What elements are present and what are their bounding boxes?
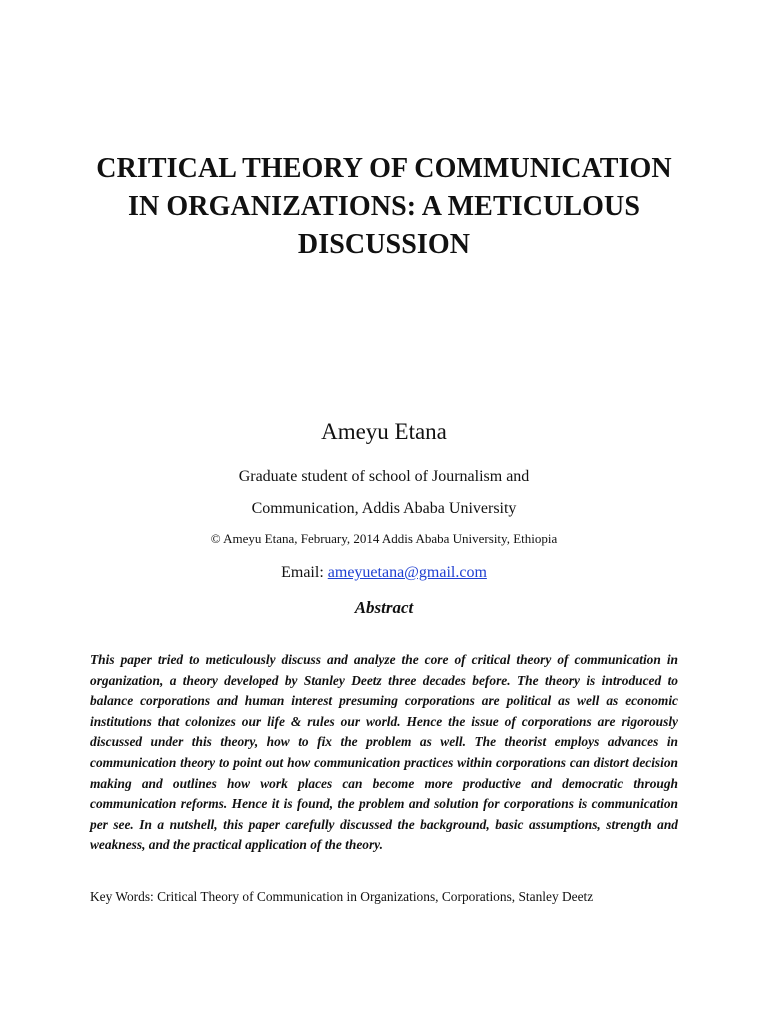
abstract-heading: Abstract <box>354 598 414 617</box>
author-affiliation <box>84 461 684 525</box>
author-name: Ameyu Etana <box>321 419 447 444</box>
title-line-2: IN ORGANIZATIONS: A METICULOUS <box>127 191 641 222</box>
title-line-1: CRITICAL THEORY OF COMMUNICATION <box>96 153 672 184</box>
email-link[interactable]: ameyuetana@gmail.com <box>327 564 487 581</box>
affiliation-line-1: Graduate student of school of Journalism and <box>238 468 530 485</box>
paper-title <box>60 150 708 264</box>
copyright-notice: © Ameyu Etana, February, 2014 Addis Ababa University, Ethiopia <box>210 531 558 546</box>
email-label: Email: <box>281 564 324 581</box>
title-line-3: DISCUSSION <box>297 229 471 260</box>
abstract-body: This paper tried to meticulously discuss and analyze the core of critical theory of communication in organization, a theory developed by Stanley Deetz three decades before. The theory is introduced to balance corporations and human interest presuming corporations are political as well as economic institutions that colonizes our life & rules our world. Hence the issue of corporations are rigorously discussed under this theory, how to fix the problem as well. The theorist employs advances in communication theory to point out how communication practices within corporations can distort decision making and outlines how work places can become more productive and democratic through communication reforms. Hence it is found, the problem and solution for corporations is communication per see. In a nutshell, this paper carefully discussed the background, basic assumptions, strength and weakness, and the practical application of the theory. <box>90 652 678 853</box>
affiliation-line-2: Communication, Addis Ababa University <box>251 500 517 517</box>
keywords-line: Key Words: Critical Theory of Communication in Organizations, Corporations, Stanley Deetz <box>90 889 594 904</box>
email-line <box>84 562 684 584</box>
